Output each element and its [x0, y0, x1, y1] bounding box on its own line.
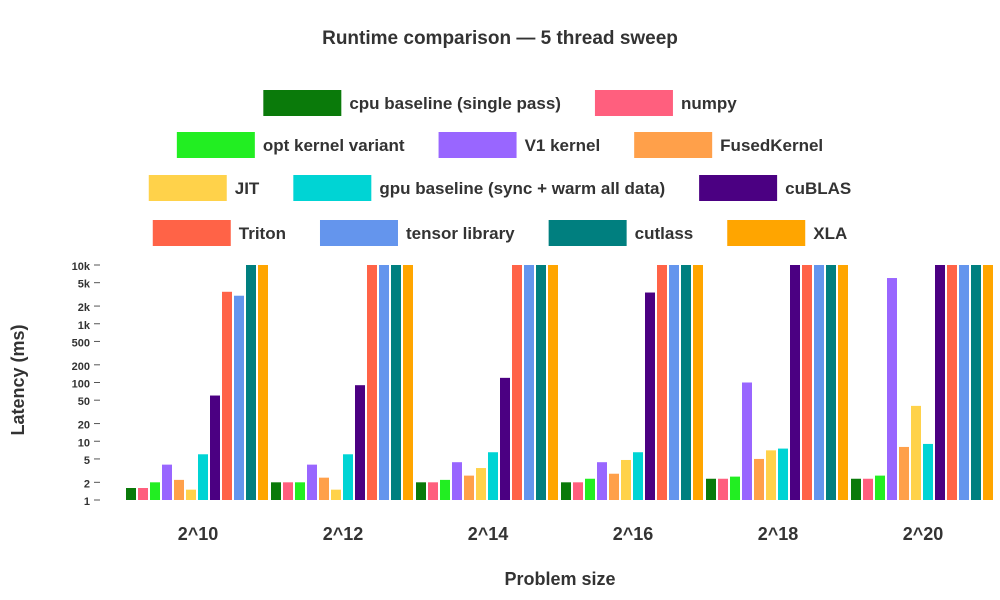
x-tick-label: 2^12	[322, 524, 364, 544]
bar	[669, 265, 679, 500]
bar	[742, 383, 752, 501]
bar	[331, 490, 341, 500]
bar	[790, 265, 800, 500]
x-axis	[178, 524, 944, 544]
y-tick-label: 20	[77, 419, 90, 432]
bar	[597, 462, 607, 500]
bar	[971, 265, 981, 500]
bar	[500, 378, 510, 500]
bar	[730, 477, 740, 500]
chart-title: Runtime comparison — 5 thread sweep	[322, 28, 678, 49]
bar	[283, 482, 293, 500]
bar	[875, 476, 885, 500]
bar	[633, 452, 643, 500]
bar	[307, 465, 317, 500]
bar	[198, 454, 208, 500]
bar	[911, 406, 921, 500]
y-tick-label: 50	[77, 396, 90, 409]
legend-label: tensor library	[405, 224, 515, 243]
legend	[149, 90, 851, 246]
bar	[766, 450, 776, 500]
bar	[887, 278, 897, 500]
legend-swatch	[699, 175, 777, 201]
legend-swatch	[595, 90, 673, 116]
bar	[923, 444, 933, 500]
bar	[681, 265, 691, 500]
bar	[536, 265, 546, 500]
bar	[379, 265, 389, 500]
bars	[126, 265, 993, 500]
bar	[271, 482, 281, 500]
legend-swatch	[320, 220, 398, 246]
legend-label: opt kernel variant	[262, 136, 405, 155]
bar	[947, 265, 957, 500]
y-tick-label: 5k	[77, 278, 90, 291]
bar	[778, 449, 788, 500]
x-tick-label: 2^18	[757, 524, 799, 544]
y-tick-label: 2k	[77, 302, 90, 315]
bar	[416, 482, 426, 500]
bar	[645, 293, 655, 500]
bar	[802, 265, 812, 500]
bar	[367, 265, 377, 500]
bar	[440, 480, 450, 500]
y-tick-label: 10	[77, 437, 90, 450]
bar	[295, 482, 305, 500]
bar	[162, 465, 172, 500]
bar	[512, 265, 522, 500]
bar	[452, 462, 462, 500]
bar	[186, 490, 196, 500]
y-tick-label: 500	[71, 337, 90, 350]
bar	[548, 265, 558, 500]
bar	[258, 265, 268, 500]
bar	[899, 447, 909, 500]
bar	[983, 265, 993, 500]
legend-swatch	[293, 175, 371, 201]
legend-label: gpu baseline (sync + warm all data)	[379, 179, 666, 198]
bar	[561, 482, 571, 500]
bar	[246, 265, 256, 500]
y-tick-label: 5	[83, 454, 90, 467]
legend-label: JIT	[234, 179, 260, 198]
y-tick-label: 1k	[77, 319, 90, 332]
y-tick-label: 2	[83, 478, 90, 491]
y-tick-label: 100	[71, 378, 90, 391]
legend-swatch	[634, 132, 712, 158]
bar	[585, 479, 595, 500]
legend-swatch	[149, 175, 227, 201]
bar	[138, 488, 148, 500]
bar	[150, 482, 160, 500]
bar	[403, 265, 413, 500]
legend-label: cutlass	[634, 224, 694, 243]
legend-label: cpu baseline (single pass)	[349, 94, 561, 113]
bar	[573, 482, 583, 500]
x-axis-label: Problem size	[504, 569, 616, 589]
bar	[814, 265, 824, 500]
bar	[222, 292, 232, 500]
bar	[609, 474, 619, 500]
bar	[621, 460, 631, 500]
legend-label: numpy	[680, 94, 737, 113]
bar	[391, 265, 401, 500]
legend-label: FusedKernel	[720, 136, 824, 155]
x-tick-label: 2^16	[612, 524, 654, 544]
bar	[693, 265, 703, 500]
y-axis	[72, 261, 100, 508]
bar	[343, 454, 353, 500]
bar	[319, 478, 329, 500]
x-tick-label: 2^20	[902, 524, 944, 544]
bar	[826, 265, 836, 500]
bar	[657, 265, 667, 500]
bar	[959, 265, 969, 500]
y-axis-label: Latency (ms)	[8, 324, 28, 436]
bar	[464, 476, 474, 500]
x-tick-label: 2^10	[177, 524, 219, 544]
legend-swatch	[177, 132, 255, 158]
bar	[174, 480, 184, 500]
bar	[706, 479, 716, 500]
bar	[863, 479, 873, 500]
bar	[488, 452, 498, 500]
legend-label: Triton	[238, 224, 286, 243]
legend-swatch	[727, 220, 805, 246]
legend-label: XLA	[813, 224, 848, 243]
bar	[718, 479, 728, 500]
legend-swatch	[153, 220, 231, 246]
legend-swatch	[439, 132, 517, 158]
bar	[851, 479, 861, 500]
bar	[234, 296, 244, 500]
legend-swatch	[549, 220, 627, 246]
bar	[754, 459, 764, 500]
y-tick-label: 200	[71, 360, 90, 373]
bar	[355, 385, 365, 500]
legend-label: V1 kernel	[524, 136, 601, 155]
bar	[476, 468, 486, 500]
y-tick-label: 1	[83, 496, 90, 508]
bar	[524, 265, 534, 500]
y-tick-label: 10k	[71, 261, 90, 273]
bar	[126, 488, 136, 500]
x-tick-label: 2^14	[467, 524, 509, 544]
bar	[838, 265, 848, 500]
legend-swatch	[263, 90, 341, 116]
bar	[935, 265, 945, 500]
legend-label: cuBLAS	[785, 179, 852, 198]
bar	[210, 396, 220, 500]
bar	[428, 482, 438, 500]
